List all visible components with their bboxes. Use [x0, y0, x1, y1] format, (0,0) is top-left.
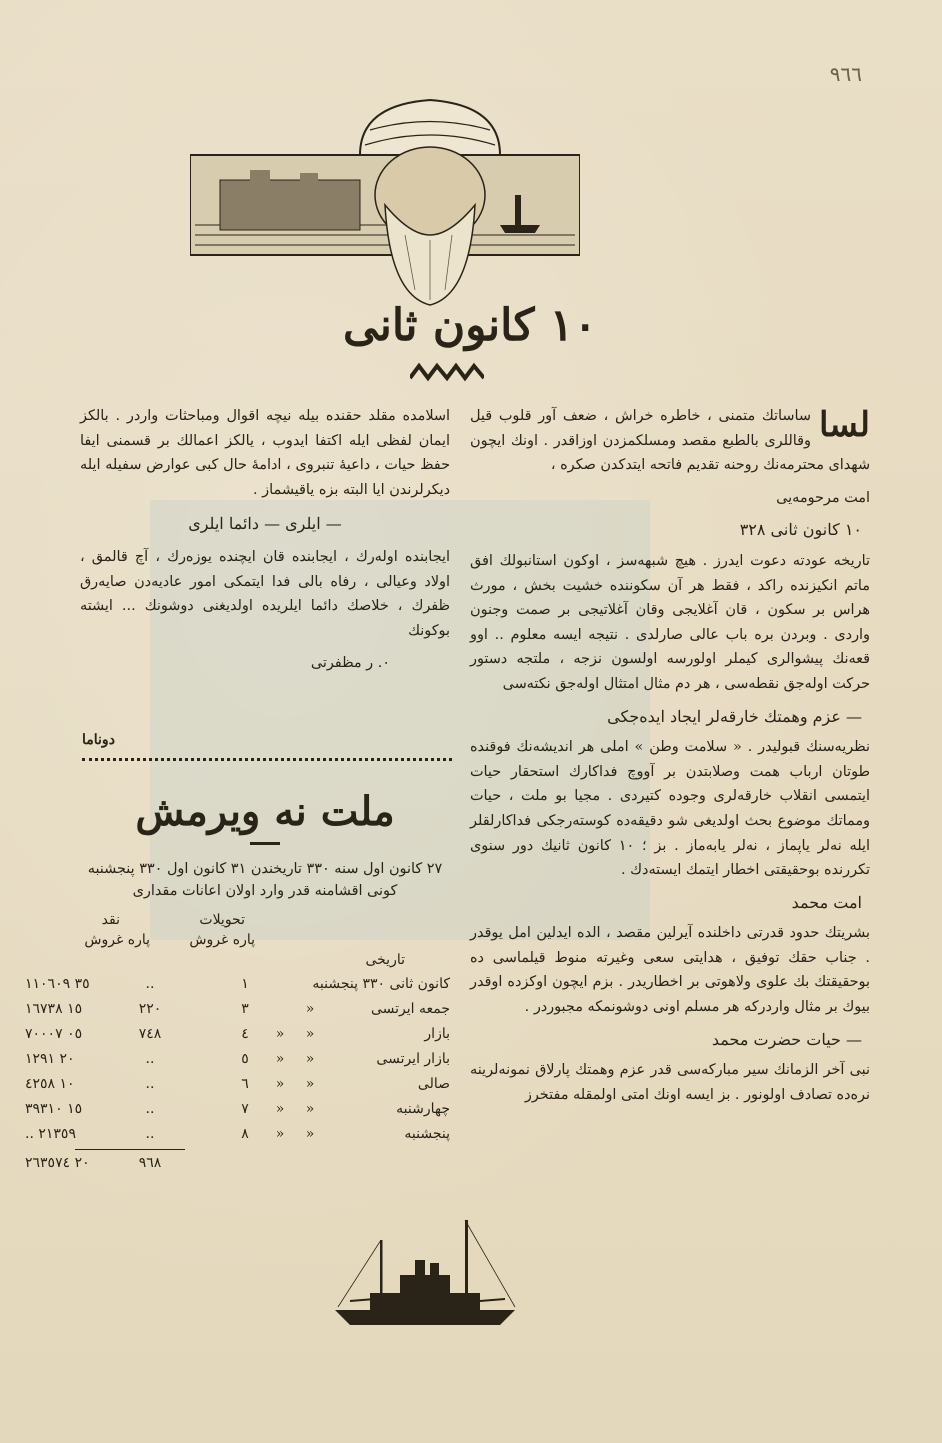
row-day: بازار ايرتسى	[376, 1051, 450, 1067]
total-transfers: ٩٦٨	[138, 1155, 162, 1171]
table-row	[25, 1097, 450, 1122]
ditto-mark: «	[305, 1051, 315, 1067]
row-day: چهارشنبه	[396, 1101, 450, 1117]
row-day: صالى	[417, 1076, 450, 1092]
date-heading: ١٠ كانون ثانى ٣٢٨	[739, 520, 862, 540]
ditto-mark: «	[305, 1126, 315, 1142]
header-illustration	[190, 85, 580, 315]
donation-intro: ٢٧ كانون اول سنه ٣٣٠ تاريخندن ٣١ كانون اول ٣٣٠ پنجشنبه كونى اقشامنه قدر وارد اولان اعانات مقدارى	[87, 861, 443, 899]
paragraph-4: نبى آخر الزمانك سير مباركەسى قدر عزم وهمتك پارلاق نمونەلرينه نرەده تصادف اولونور . بز ايسه اونك امتى اولمقله مفتخرز	[470, 1062, 870, 1103]
fortress-silhouette	[220, 180, 360, 230]
intro-word: لسا	[818, 405, 870, 445]
totals-rule-cash	[75, 1149, 165, 1150]
row-transfers: ..	[145, 1101, 155, 1117]
header-transfers: تحويلات	[199, 912, 245, 928]
ditto-mark: «	[305, 1101, 315, 1117]
section-divider	[82, 758, 452, 761]
row-transfers: ..	[145, 1051, 155, 1067]
row-number: ٦	[241, 1076, 249, 1092]
row-number: ٤	[241, 1026, 249, 1042]
main-title: ١٠ كانون ثانى	[342, 300, 598, 351]
paragraph-2: نظريەسنك قبوليدر . « سلامت وطن » املى هر انديشەنك فوقنده طوتان ارباب همت وصلابتدن بر آووچ فداكارك استحقار حيات ايتمسى انقلاب خارقەلرى وجوده كتيردى . مجيا بو ملت ، حيات ومماتك موضوع بحث اولديغى شو دقيقەده كوستەرجكى فداكارلقلر ايله نەلر ياپماز ، نەلر يابەماز . بز ؛ ١٠ كانون ثانيك دور سنوى تكررنده بوحقيقتى اخطار ايتمك ايستەدك .	[470, 739, 870, 879]
ditto-mark: «	[275, 1051, 285, 1067]
row-transfers: ..	[145, 1126, 155, 1142]
page-number: ٩٦٦	[829, 62, 862, 86]
ditto-mark: «	[305, 1076, 315, 1092]
table-header-top	[80, 912, 450, 932]
right-column	[470, 404, 870, 1115]
ditto-mark: «	[275, 1126, 285, 1142]
left-paragraph-2: ايجابنده اولەرك ، ايجابنده قان ايچنده يوزەرك ، آچ قالمق ، اولاد وعيالى ، رفاه بالى فدا ايتمكى امور عاديەدن صايەرق ظفرك ، خلاصك دائما ايلريده اولديغنى دوشونك ... ايشته بوكونك	[80, 548, 450, 639]
subheading-2: — حيات حضرت محمد	[711, 1029, 862, 1049]
row-number: ٣	[241, 1001, 249, 1017]
table-row	[25, 1047, 450, 1072]
total-cash: ٢٠ ٢٦٣٥٧٤	[25, 1155, 90, 1171]
signature-1: امت محمد	[791, 892, 862, 912]
row-cash: ٢٠ ١٢٩١	[25, 1051, 75, 1067]
row-number: ٨	[241, 1126, 249, 1142]
totals-row	[25, 1147, 450, 1172]
row-day: جمعه ايرتسى	[370, 1001, 450, 1017]
row-cash: ٣٥ ١١٠٦٠٩	[25, 976, 90, 992]
paragraph-1: تاريخه عودته دعوت ايدرز . هيچ شبهەسز ، اوكون استانبولك افق ماتم انكيزنده راكد ، فقط هر آن سكوننده خشيت بخش ، مورث هراس بر سكون ، قان آغلايجى وقان آغلاتيجى بر صمت وجنون واردى . وبردن بره باب عالى صارلدى . نتيجه ايسه معلوم .. اوو قعەنك پيشوالرى كيملر اولورسه اولسون نزجه ، ملتجه دستور حركت اولەجق نقطەسى ، هر دم مثال امتثال اولەجق نكتەسى	[470, 552, 870, 692]
row-transfers: ٢٢٠	[138, 1001, 162, 1017]
table-row	[25, 997, 450, 1022]
row-cash: ١٥ ٣٩٣١٠	[25, 1101, 83, 1117]
ditto-mark: «	[275, 1101, 285, 1117]
ornament-icon	[410, 362, 484, 382]
header-date: تاريخى	[365, 952, 405, 968]
subheading-1: — عزم وهمتك خارقەلر ايجاد ايدەجكى	[607, 706, 862, 726]
ditto-mark: «	[275, 1026, 285, 1042]
author-tag: دوناما	[82, 732, 115, 748]
row-day: كانون ثانى ٣٣٠ پنجشنبه	[312, 976, 450, 992]
table-row	[25, 1072, 450, 1097]
intro-signature: امت مرحومەيى	[776, 489, 870, 506]
row-transfers: ٧٤٨	[138, 1026, 162, 1042]
ditto-mark: «	[305, 1026, 315, 1042]
donation-table	[25, 912, 450, 1172]
left-signature: ٠. ر مظفرتى	[310, 655, 390, 672]
row-transfers: ..	[145, 976, 155, 992]
row-cash: ٠٥ ٧٠٠٠٧	[25, 1026, 83, 1042]
table-header-sub	[80, 932, 450, 952]
row-number: ٥	[241, 1051, 249, 1067]
left-column	[80, 404, 450, 676]
intro-text: ساساتك متمنى ، خاطره خراش ، ضعف آور قلوب قيل وقاللرى بالطبع مقصد ومسلكمزدن اوزاقدر . اونك ايچون شهداى محترمەنك روحنه تقديم فاتحه ايتدكدن صكره ،	[470, 408, 870, 474]
left-subheading: — ايلرى — دائما ايلرى	[188, 514, 342, 534]
row-number: ١	[241, 976, 249, 992]
row-transfers: ..	[145, 1076, 155, 1092]
table-row	[25, 1022, 450, 1047]
paragraph-3: بشريتك حدود قدرتى داخلنده آيرلين مقصد ، الده ايدلين امل يوقدر . جناب حقك توفيق ، هدايتى سعى وغيرته منوط قيلماسى ده بوحقيقتك بك علوى ولاهوتى بر اخطاريدر . بزم ايچون اوكزده اوقدر بيوك بر مثال واردركه هر مسلم اونى دوشونمكه مجبوردر .	[470, 925, 870, 1016]
row-cash: ١٥ ١٦٧٣٨	[25, 1001, 83, 1017]
table-row	[25, 972, 450, 997]
row-cash: ١٠ ٤٢٥٨	[25, 1076, 75, 1092]
intro-paragraph	[470, 404, 870, 478]
table-row	[25, 1122, 450, 1147]
ditto-mark: «	[305, 1001, 315, 1017]
row-day: پنجشنبه	[404, 1126, 450, 1142]
table-header-date	[80, 952, 450, 972]
row-number: ٧	[241, 1101, 249, 1117]
ditto-mark: «	[275, 1076, 285, 1092]
title-dash	[250, 842, 280, 845]
header-cash: نقد	[101, 912, 120, 928]
row-cash: .. ٢١٣٥٩	[25, 1126, 76, 1142]
battleship-illustration	[330, 1215, 520, 1335]
row-day: بازار	[424, 1026, 450, 1042]
donation-title: ملت نه ويرمش	[135, 788, 395, 835]
left-paragraph-1: اسلامده مقلد حقنده بيله نيچه اقوال ومباحثات واردر . بالكز ايمان لفظى ايله اكتفا ايدوب ، يالكز اعمالك بر قسمنى ايفا حفظ حيات ، داعيۀ تنبروى ، ادامۀ حال كبى عوارض سفيله ايله ديكرلرندن ايا البته بزه ياقيشماز .	[80, 408, 450, 498]
header-transfers-sub: پاره غروش	[189, 932, 255, 948]
header-cash-sub: پاره غروش	[84, 932, 150, 948]
